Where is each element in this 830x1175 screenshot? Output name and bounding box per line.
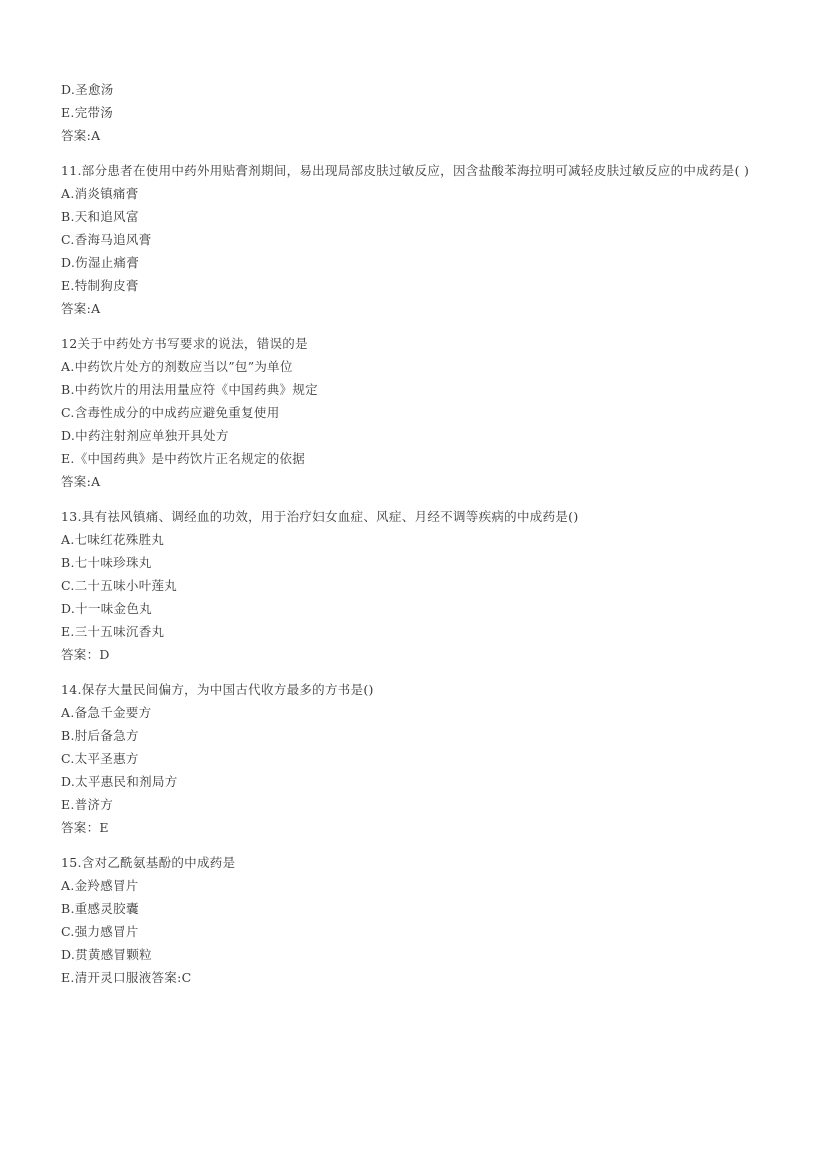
question-15 xyxy=(61,851,781,989)
option-c: C.二十五味小叶莲丸 xyxy=(61,578,178,593)
option-b: B.重感灵胶囊 xyxy=(61,901,139,916)
option-e: E.三十五味沉香丸 xyxy=(61,624,165,639)
option-e: E.《中国药典》是中药饮片正名规定的依据 xyxy=(61,451,306,466)
option-d: D.十一味金色丸 xyxy=(61,601,152,616)
option-b: B.天和追风富 xyxy=(61,209,139,224)
question-title: 14.保存大量民间偏方，为中国古代收方最多的方书是() xyxy=(61,682,374,697)
document-page xyxy=(61,78,781,1001)
question-14 xyxy=(61,678,781,839)
question-11 xyxy=(61,159,781,320)
option-a: A.金羚感冒片 xyxy=(61,878,139,893)
option-e-with-answer: E.清开灵口服液答案:C xyxy=(61,970,192,985)
answer-line: 答案:A xyxy=(61,128,101,143)
option-d: D.太平惠民和剂局方 xyxy=(61,774,178,789)
option-e: E.特制狗皮膏 xyxy=(61,278,139,293)
question-title: 11.部分患者在使用中药外用贴膏剂期间，易出现局部皮肤过敏反应，因含盐酸苯海拉明可减轻皮肤过敏反应的中成药是( ) xyxy=(61,163,750,178)
option-b: B.中药饮片的用法用量应符《中国药典》规定 xyxy=(61,382,318,397)
question-13 xyxy=(61,505,781,666)
question-title: 13.具有祛风镇痛、调经血的功效，用于治疗妇女血症、风症、月经不调等疾病的中成药是() xyxy=(61,509,579,524)
option-a: A.备急千金要方 xyxy=(61,705,152,720)
option-c: C.强力感冒片 xyxy=(61,924,139,939)
option-e: E.完带汤 xyxy=(61,105,114,120)
option-d: D.贯黄感冒颗粒 xyxy=(61,947,152,962)
question-fragment xyxy=(61,78,781,147)
option-b: B.肘后备急方 xyxy=(61,728,139,743)
option-b: B.七十味珍珠丸 xyxy=(61,555,152,570)
option-a: A.中药饮片处方的剂数应当以”包”为单位 xyxy=(61,359,293,374)
answer-line: 答案：E xyxy=(61,820,109,835)
option-a: A.七味红花殊胜丸 xyxy=(61,532,165,547)
question-title: 12关于中药处方书写要求的说法，错误的是 xyxy=(61,336,308,351)
option-d: D.圣愈汤 xyxy=(61,82,114,97)
option-d: D.中药注射剂应单独开具处方 xyxy=(61,428,229,443)
answer-line: 答案:A xyxy=(61,301,101,316)
option-c: C.含毒性成分的中成药应避免重复使用 xyxy=(61,405,280,420)
option-e: E.普济方 xyxy=(61,797,114,812)
option-c: C.香海马追风膏 xyxy=(61,232,152,247)
answer-line: 答案：D xyxy=(61,647,110,662)
answer-line: 答案:A xyxy=(61,474,101,489)
option-c: C.太平圣惠方 xyxy=(61,751,139,766)
question-title: 15.含对乙酰氨基酚的中成药是 xyxy=(61,855,236,870)
question-12 xyxy=(61,332,781,493)
option-d: D.伤湿止痛膏 xyxy=(61,255,140,270)
option-a: A.消炎镇痛膏 xyxy=(61,186,139,201)
